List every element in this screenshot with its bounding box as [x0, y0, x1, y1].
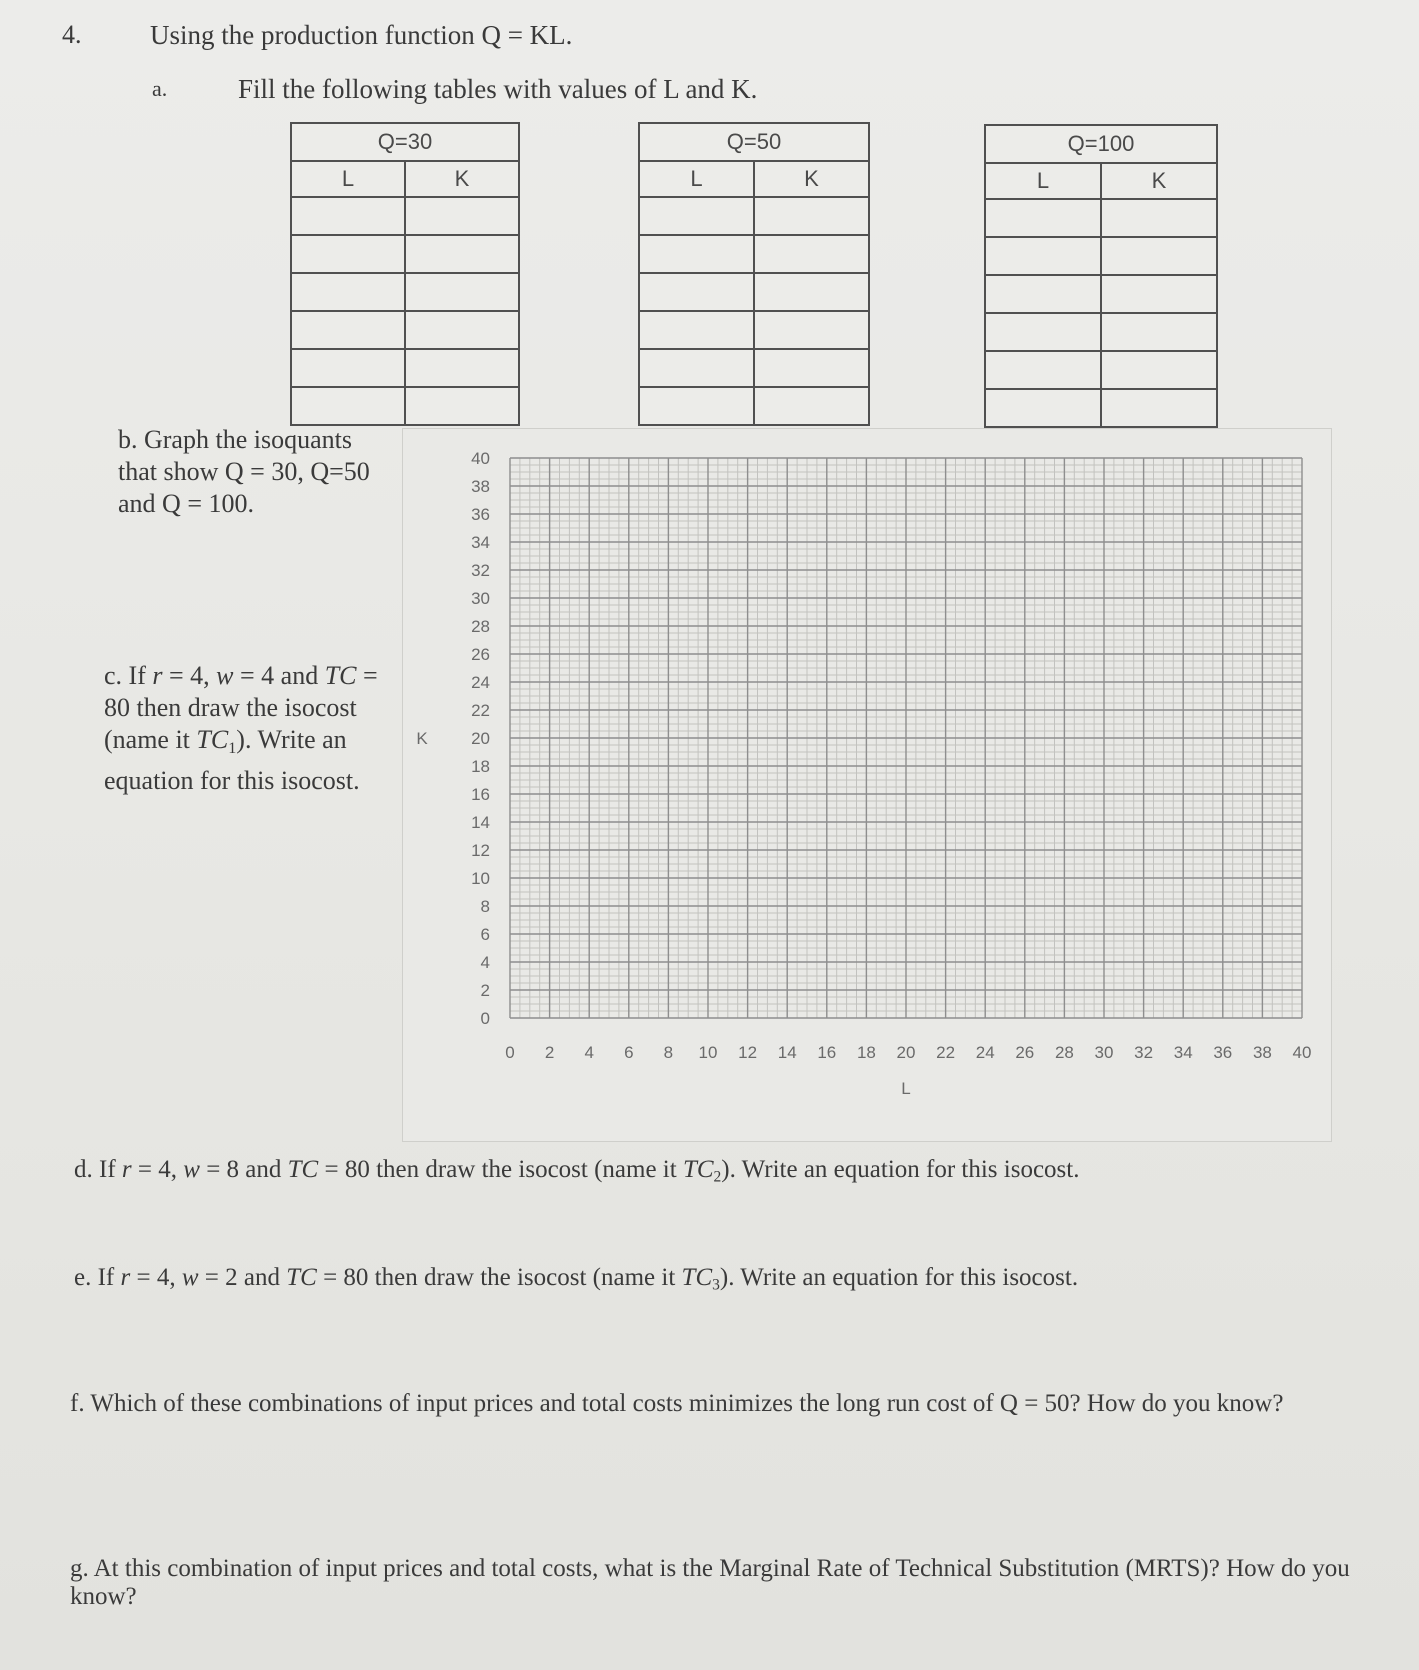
column-header-k: K: [754, 161, 869, 197]
x-tick-label: 6: [624, 1043, 634, 1062]
y-tick-label: 20: [471, 729, 490, 748]
question-number: 4.: [62, 20, 82, 49]
column-header-k: K: [1101, 163, 1217, 199]
x-tick-label: 28: [1054, 1043, 1074, 1062]
y-tick-label: 14: [471, 813, 490, 832]
y-tick-label: 28: [471, 617, 490, 636]
part-d-instruction: d. If r = 4, w = 8 and TC = 80 then draw the isocost (name it $TC_2$). Write an equation for this isocost.: [74, 1156, 1080, 1186]
part-b-instruction: b. Graph the isoquants that show Q = 30, Q=50 and Q = 100.: [118, 425, 370, 518]
input-cell-k[interactable]: [405, 197, 519, 235]
question-title: Using the production function Q = KL.: [150, 20, 573, 50]
x-tick-label: 30: [1094, 1043, 1114, 1062]
input-cell-l[interactable]: [985, 199, 1101, 237]
x-tick-label: 8: [663, 1043, 674, 1062]
input-cell-l[interactable]: [985, 351, 1101, 389]
x-tick-label: 26: [1015, 1043, 1035, 1062]
input-cell-k[interactable]: [405, 387, 519, 425]
input-cell-l[interactable]: [291, 235, 405, 273]
y-tick-label: 10: [471, 869, 490, 888]
input-cell-l[interactable]: [985, 389, 1101, 427]
input-cell-l[interactable]: [639, 273, 754, 311]
part-g-instruction: g. At this combination of input prices and total costs, what is the Marginal Rate of Technical Substitution (MRTS)? How do you know?: [70, 1555, 1350, 1610]
part-c-instruction: c. If r = 4, w = 4 and TC = 80 then draw the isocost (name it $TC_1$). Write an equation for this isocost.: [104, 661, 378, 795]
y-tick-label: 4: [480, 953, 490, 972]
part-a-instruction: Fill the following tables with values of L and K.: [238, 74, 758, 104]
input-cell-k[interactable]: [1101, 351, 1217, 389]
y-tick-label: 22: [471, 701, 490, 720]
input-cell-l[interactable]: [639, 349, 754, 387]
input-cell-l[interactable]: [639, 387, 754, 425]
input-cell-k[interactable]: [754, 311, 869, 349]
x-tick-label: 24: [975, 1043, 995, 1062]
input-cell-l[interactable]: [639, 197, 754, 235]
input-cell-k[interactable]: [405, 235, 519, 273]
x-tick-label: 4: [584, 1043, 594, 1062]
input-cell-l[interactable]: [985, 275, 1101, 313]
y-tick-label: 12: [471, 841, 490, 860]
column-header-l: L: [985, 163, 1101, 199]
y-tick-label: 8: [480, 897, 490, 916]
input-cell-k[interactable]: [754, 349, 869, 387]
x-tick-label: 14: [777, 1043, 797, 1062]
part-e-instruction: e. If r = 4, w = 2 and TC = 80 then draw the isocost (name it $TC_3$). Write an equation for this isocost.: [74, 1264, 1079, 1294]
y-tick-label: 2: [480, 981, 490, 1000]
x-tick-label: 34: [1173, 1043, 1193, 1062]
input-cell-l[interactable]: [985, 237, 1101, 275]
y-tick-label: 24: [471, 673, 490, 692]
input-cell-k[interactable]: [1101, 199, 1217, 237]
y-tick-label: 32: [471, 561, 490, 580]
input-cell-l[interactable]: [291, 349, 405, 387]
table-title: Q=30: [291, 123, 519, 161]
input-cell-k[interactable]: [1101, 237, 1217, 275]
y-tick-label: 0: [480, 1009, 490, 1028]
y-axis-label: K: [416, 729, 428, 748]
y-tick-label: 16: [471, 785, 490, 804]
x-tick-label: 16: [817, 1043, 837, 1062]
x-tick-label: 38: [1252, 1043, 1272, 1062]
input-cell-k[interactable]: [405, 349, 519, 387]
x-tick-label: 10: [698, 1043, 718, 1062]
table-q50: [638, 122, 870, 426]
input-cell-k[interactable]: [754, 387, 869, 425]
input-cell-k[interactable]: [405, 311, 519, 349]
y-tick-label: 34: [471, 533, 490, 552]
input-cell-l[interactable]: [291, 197, 405, 235]
y-tick-label: 30: [471, 589, 490, 608]
part-a-letter: a.: [152, 76, 168, 101]
x-tick-label: 40: [1292, 1043, 1312, 1062]
y-tick-label: 6: [480, 925, 490, 944]
input-cell-l[interactable]: [291, 387, 405, 425]
y-tick-label: 40: [471, 449, 490, 468]
input-cell-l[interactable]: [985, 313, 1101, 351]
input-cell-k[interactable]: [405, 273, 519, 311]
column-header-k: K: [405, 161, 519, 197]
input-cell-k[interactable]: [754, 197, 869, 235]
input-cell-l[interactable]: [291, 311, 405, 349]
table-q30: [290, 122, 520, 426]
y-tick-label: 38: [471, 477, 490, 496]
x-tick-label: 12: [738, 1043, 758, 1062]
x-tick-label: 32: [1134, 1043, 1154, 1062]
input-cell-k[interactable]: [1101, 313, 1217, 351]
input-cell-k[interactable]: [1101, 389, 1217, 427]
input-cell-k[interactable]: [754, 273, 869, 311]
x-tick-label: 0: [505, 1043, 515, 1062]
input-cell-k[interactable]: [1101, 275, 1217, 313]
isoquant-graph[interactable]: [402, 428, 1330, 1140]
column-header-l: L: [639, 161, 754, 197]
x-tick-label: 2: [544, 1043, 555, 1062]
x-tick-label: 22: [936, 1043, 956, 1062]
x-tick-label: 18: [856, 1043, 876, 1062]
table-title: Q=50: [639, 123, 869, 161]
input-cell-l[interactable]: [291, 273, 405, 311]
part-f-instruction: f. Which of these combinations of input prices and total costs minimizes the long run cost of Q = 50? How do you know?: [70, 1390, 1284, 1417]
table-q100: [984, 124, 1218, 428]
x-axis-label: L: [901, 1079, 911, 1098]
y-tick-label: 18: [471, 757, 490, 776]
column-header-l: L: [291, 161, 405, 197]
table-title: Q=100: [985, 125, 1217, 163]
y-tick-label: 36: [471, 505, 490, 524]
input-cell-k[interactable]: [754, 235, 869, 273]
input-cell-l[interactable]: [639, 311, 754, 349]
x-tick-label: 36: [1213, 1043, 1233, 1062]
input-cell-l[interactable]: [639, 235, 754, 273]
y-tick-label: 26: [471, 645, 490, 664]
x-tick-label: 20: [896, 1043, 916, 1062]
